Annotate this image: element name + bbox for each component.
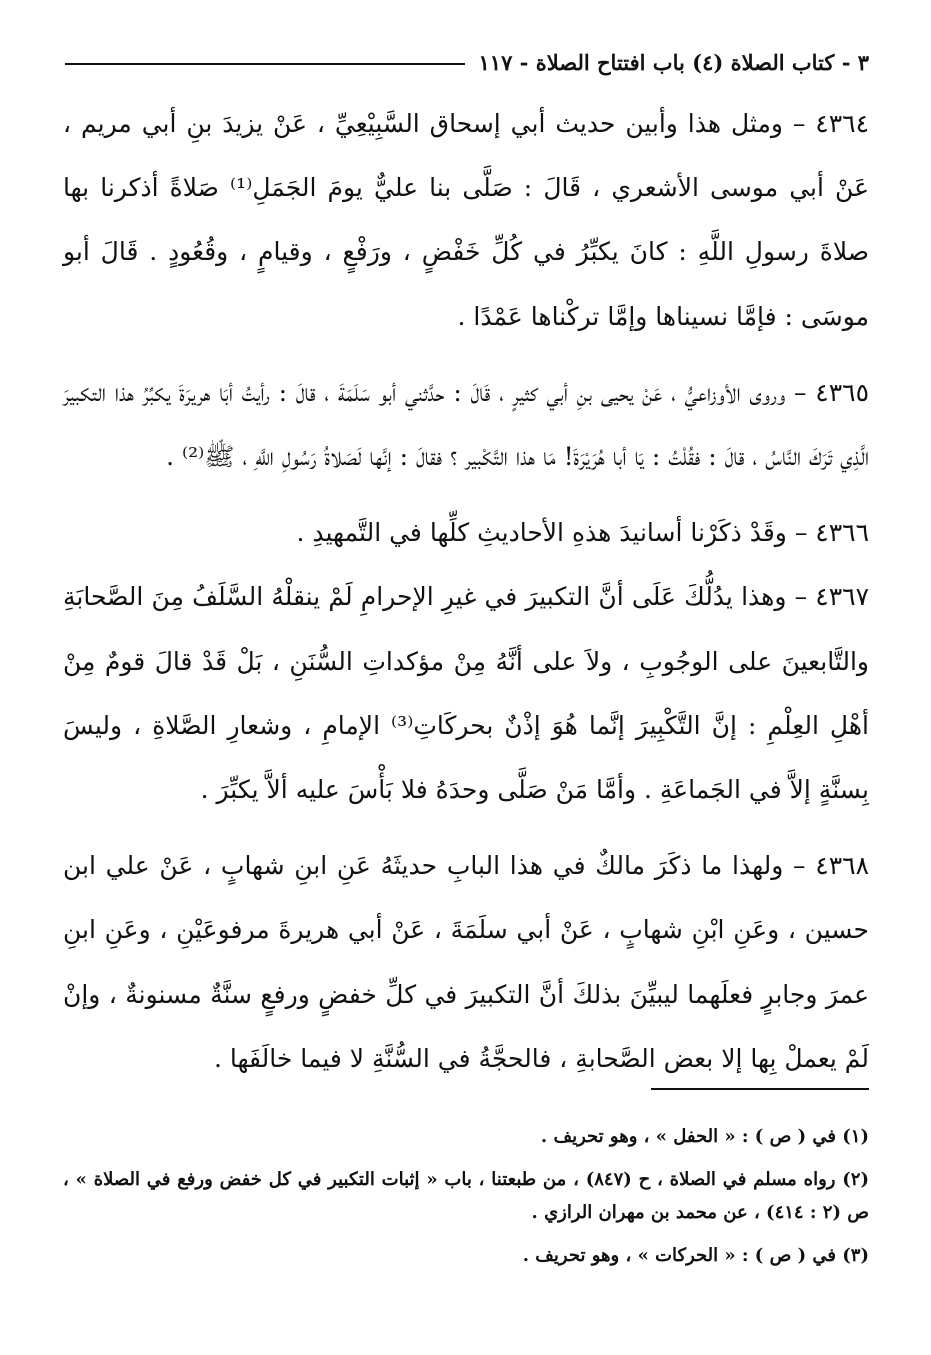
paragraph-4365: ٤٣٦٥ – وروى الأوزاعيُّ ، عَنْ يحيى بنِ أبي كثيرٍ ، قَالَ : حدَّثني أبو سَلَمَةَ ، قالَ : رأيتُ أبَا هريرَةَ يكبِّرُ هذا التكبيرَ الَّذِي تَرَكَ النَّاسُ ، قالَ : فقُلْتُ : يَا أبا هُرَيْرَةَ! مَا هذا التَّكْبير ؟ فقالَ : إنَّها لَصَلاةُ رَسُولِ اللَّهِ ، ﷺ⁽²⁾ . [63,377,869,472]
footnote-separator [651,1088,869,1090]
footnote-2: (٢) رواه مسلم في الصلاة ، ح (٨٤٧) ، من طبعتنا ، باب « إثبات التكبير في كل خفض ورفع في الصلاة » ، ص (٢ : ٤١٤) ، عن محمد بن مهران الرازي . [63,1169,869,1223]
header-rule [65,63,465,65]
footnote-3: (٣) في ( ص ) : « الحركات » ، وهو تحريف . [522,1245,869,1266]
header-title: ٣ - كتاب الصلاة (٤) باب افتتاح الصلاة - ١١٧ [478,49,869,75]
paragraph-4367: ٤٣٦٧ – وهذا يدُلُّكَ عَلَى أنَّ التكبيرَ في غيرِ الإحرامِ لَمْ ينقلْهُ السَّلَفُ مِنَ الصَّحابَةِ والتَّابعينَ على الوجُوبِ ، ولاَ على أنَّهُ مِنْ مؤكداتِ السُّنَنِ ، بَلْ قَدْ قالَ قومٌ مِنْ أهْلِ العِلْمِ : إنَّ التَّكْبِيرَ إنَّما هُوَ إذْنٌ بحركَاتِ⁽³⁾ الإمامِ ، وشعارِ الصَّلاةِ ، وليسَ بِسنَّةٍ إلاَّ في الجَماعَةِ . وأمَّا مَنْ صَلَّى وحدَهُ فلا بَأْسَ عليه ألاَّ يكبِّرَ . [63,582,869,805]
paragraph-4364: ٤٣٦٤ – ومثل هذا وأبين حديث أبي إسحاق السَّبِيْعِيِّ ، عَنْ يزيدَ بنِ أبي مريم ، عَنْ أبي موسى الأشعري ، قَالَ : صَلَّى بنا عليٌّ يومَ الجَمَلِ⁽¹⁾ صَلاةً أذكرنا بها صلاةَ رسولِ اللَّهِ : كانَ يكبِّرُ في كُلِّ خَفْضٍ ، ورَفْعٍ ، وقيامٍ ، وقُعُودٍ . قَالَ أبو موسَى : فإمَّا نسيناها وإمَّا تركْناها عَمْدًا . [63,109,870,331]
main-text [63,92,869,1091]
footnotes [63,1120,869,1282]
footnote-1: (١) في ( ص ) : « الحفل » ، وهو تحريف . [540,1126,869,1147]
paragraph-4366: ٤٣٦٦ – وقَدْ ذكَرْنا أسانيدَ هذهِ الأحاديثِ كلِّها في التَّمهيدِ . [296,518,869,548]
paragraph-4368: ٤٣٦٨ – ولهذا ما ذكَرَ مالكٌ في هذا البابِ حديثَهُ عَنِ ابنِ شهابٍ ، عَنْ علي ابن حسين ، وعَنِ ابْنِ شهابٍ ، عَنْ أبي سلَمَةَ ، عَنْ أبي هريرةَ مرفوعَيْنِ ، وعَنِ ابنِ عمرَ وجابرٍ فعلَهما ليبيِّنَ بذلكَ أنَّ التكبيرَ في كلِّ خفضٍ ورفعٍ سنَّةٌ مسنونةٌ ، وإنْ لَمْ يعملْ بِها إلا بعض الصَّحابةِ ، فالحجَّةُ في السُّنَّةِ لا فيما خالَفَها . [63,851,869,1073]
running-header [65,42,869,82]
